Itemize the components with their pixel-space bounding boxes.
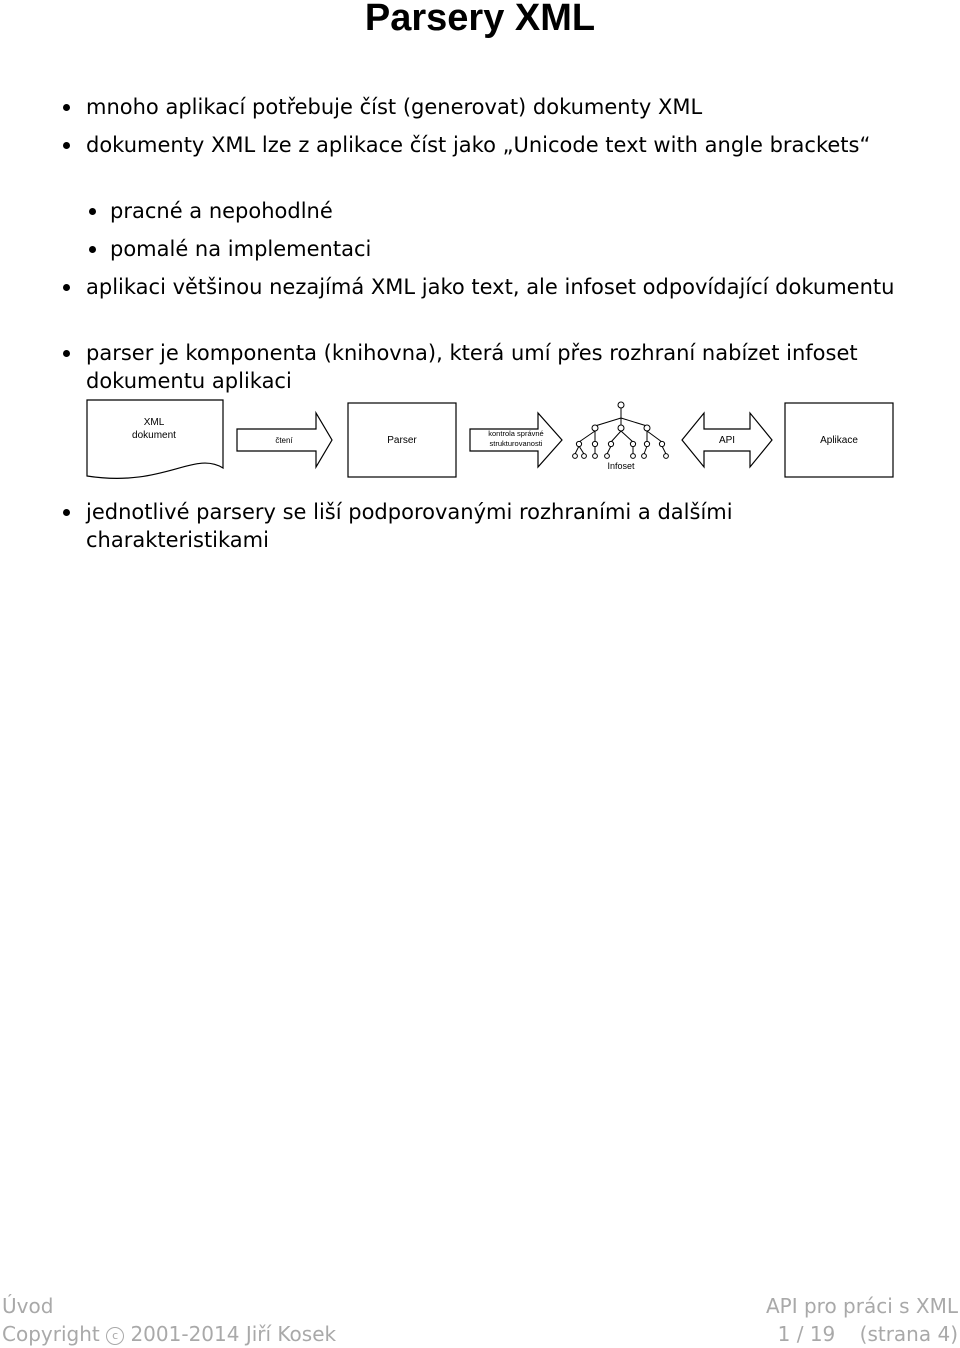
page-title: Parsery XML: [364, 0, 596, 39]
sub-list-item-text: pracné a nepohodlné: [110, 199, 333, 223]
xml-document-label-1: XML: [143, 417, 165, 428]
bullet-icon: [63, 284, 70, 291]
page-number: (strana 4): [859, 1322, 958, 1346]
list-item: [86, 339, 916, 395]
footer-pagination: [766, 1320, 958, 1348]
bullet-icon: [89, 246, 96, 253]
sub-list-item: [110, 235, 910, 263]
application-box-label: Aplikace: [820, 435, 858, 446]
list-item-text: jednotlivé parsery se liší podporovanými rozhraními a dalšími charakteristikami: [86, 500, 733, 552]
parser-box-label: Parser: [387, 435, 417, 446]
footer-copyright: [2, 1320, 336, 1348]
bullet-icon: [63, 104, 70, 111]
copyright-icon: c: [106, 1327, 124, 1345]
bullet-icon: [63, 350, 70, 357]
list-item-text: aplikaci většinou nezajímá XML jako text, ale infoset odpovídající dokumentu: [86, 275, 895, 299]
bullet-icon: [63, 509, 70, 516]
check-arrow-label-1: kontrola správné: [488, 429, 544, 438]
list-item: [86, 93, 916, 121]
infoset-label: Infoset: [607, 461, 635, 471]
list-item-text: mnoho aplikací potřebuje číst (generovat) dokumenty XML: [86, 95, 703, 119]
bullet-icon: [63, 142, 70, 149]
copyright-years-author: 2001-2014 Jiří Kosek: [130, 1322, 337, 1346]
parser-diagram: [84, 398, 896, 482]
read-arrow-label: čtení: [275, 436, 293, 445]
footer-section[interactable]: Úvod: [2, 1294, 54, 1318]
footer-doc-title[interactable]: API pro práci s XML: [765, 1294, 958, 1318]
list-item: [86, 498, 916, 554]
footer-right: [766, 1292, 958, 1348]
list-item-text: parser je komponenta (knihovna), která umí přes rozhraní nabízet infoset dokumentu aplikaci: [86, 341, 858, 393]
sub-list-item-text: pomalé na implementaci: [110, 237, 372, 261]
xml-document-label-2: dokument: [132, 430, 176, 441]
list-item: [86, 131, 916, 159]
api-arrow-label: API: [718, 435, 736, 446]
sub-list-item: [110, 197, 910, 225]
infoset-tree: [573, 402, 669, 458]
check-arrow-label-2: strukturovanosti: [489, 439, 543, 448]
page-counter: 1 / 19: [777, 1322, 836, 1346]
footer-left: [2, 1292, 336, 1348]
copyright-prefix: Copyright: [2, 1322, 100, 1346]
list-item: [86, 273, 916, 301]
bullet-icon: [89, 208, 96, 215]
list-item-text: dokumenty XML lze z aplikace číst jako „Unicode text with angle brackets“: [86, 133, 871, 157]
